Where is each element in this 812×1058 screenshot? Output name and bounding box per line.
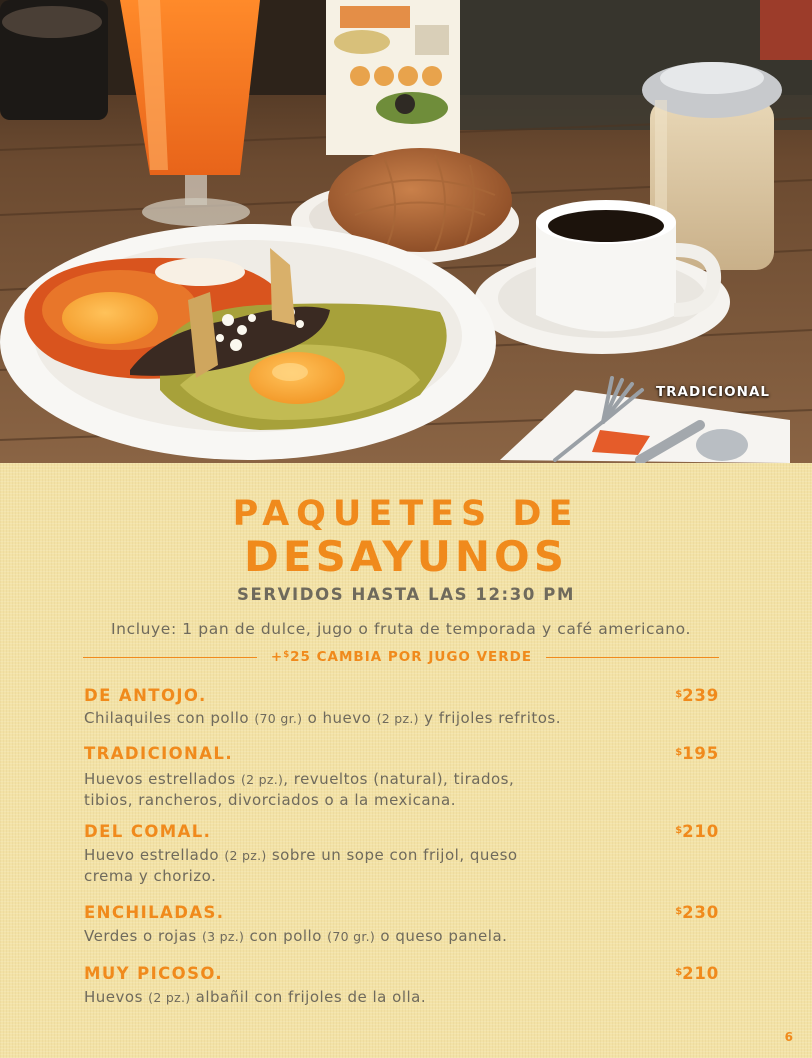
page-title-line-2: DESAYUNOS — [244, 532, 568, 581]
menu-item-price: $239 — [675, 686, 719, 705]
menu-item-price: $195 — [675, 744, 719, 763]
upgrade-prefix: + — [270, 649, 284, 665]
portion-size: (2 pz.) — [224, 848, 267, 863]
upgrade-currency: $ — [283, 650, 291, 660]
menu-item-name: DE ANTOJO. — [84, 686, 207, 705]
menu-item-description — [84, 708, 684, 729]
upgrade-divider — [83, 648, 719, 668]
currency-symbol: $ — [675, 906, 683, 917]
description-text: , revueltos (natural), tirados, — [283, 770, 515, 788]
description-text: albañil con frijoles de la olla. — [190, 988, 427, 1006]
description-text: con pollo — [244, 927, 328, 945]
menu-item-price: $210 — [675, 964, 719, 983]
menu-item-name: MUY PICOSO. — [84, 964, 224, 983]
menu-item-name: TRADICIONAL. — [84, 744, 234, 763]
upgrade-text: 25 CAMBIA POR JUGO VERDE — [290, 649, 533, 665]
menu-item-name: DEL COMAL. — [84, 822, 212, 841]
description-text: Chilaquiles con pollo — [84, 709, 255, 727]
page-title-line-1: PAQUETES DE — [232, 494, 580, 534]
portion-size: (3 pz.) — [201, 929, 245, 944]
currency-symbol: $ — [675, 967, 683, 978]
menu-item-name: ENCHILADAS. — [84, 903, 225, 922]
currency-symbol: $ — [675, 689, 683, 700]
description-text: o huevo — [302, 709, 377, 727]
menu-item-description — [84, 926, 684, 947]
portion-size: (2 pz.) — [240, 772, 284, 787]
description-text: tibios, rancheros, divorciados o a la mexicana. — [84, 791, 457, 809]
description-text: Huevos — [84, 988, 149, 1006]
upgrade-note — [257, 649, 546, 665]
divider-line-left — [83, 657, 257, 658]
description-text: Verdes o rojas — [84, 927, 202, 945]
description-text: sobre un sope con frijol, queso — [266, 846, 518, 864]
portion-size: (70 gr.) — [254, 711, 303, 726]
menu-item-description — [84, 845, 604, 887]
description-text: Huevo estrellado — [84, 846, 225, 864]
description-text: crema y chorizo. — [84, 867, 217, 885]
currency-symbol: $ — [675, 825, 683, 836]
photo-caption: TRADICIONAL — [655, 384, 770, 400]
menu-item-description — [84, 769, 604, 811]
breakfast-photo — [0, 0, 812, 463]
portion-size: (2 pz.) — [376, 711, 419, 726]
menu-item-price: $230 — [675, 903, 719, 922]
menu-item-description — [84, 987, 684, 1008]
portion-size: (70 gr.) — [327, 929, 376, 944]
currency-symbol: $ — [675, 747, 683, 758]
portion-size: (2 pz.) — [148, 990, 191, 1005]
page-number: 6 — [784, 1030, 793, 1044]
description-text: y frijoles refritos. — [418, 709, 562, 727]
page-subtitle: SERVIDOS HASTA LAS 12:30 PM — [237, 585, 575, 604]
description-text: Huevos estrellados — [84, 770, 241, 788]
includes-note: Incluye: 1 pan de dulce, jugo o fruta de temporada y café americano. — [110, 620, 691, 638]
menu-item-price: $210 — [675, 822, 719, 841]
description-text: o queso panela. — [375, 927, 508, 945]
divider-line-right — [546, 657, 719, 658]
